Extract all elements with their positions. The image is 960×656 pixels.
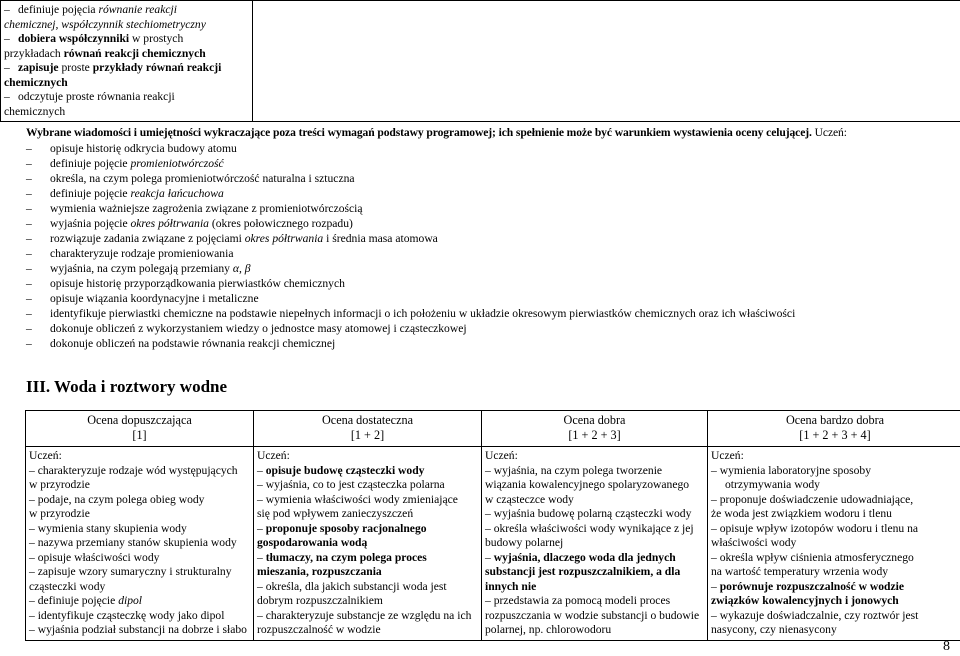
list-item: cząsteczki wody: [29, 579, 106, 593]
cell-dopuszczajaca: [26, 447, 254, 641]
list-item: substancji jest rozpuszczalnikiem, a dla: [485, 565, 681, 578]
list-item: rozpuszczania w wodzie substancji o budowie: [485, 608, 700, 622]
top-right-cell: [253, 1, 960, 122]
requirement-item: – wymienia ważniejsze zagrożenia związane z promieniotwórczością: [26, 202, 363, 215]
list-item: – porównuje rozpuszczalność w wodzie: [711, 579, 905, 593]
header-dobra: Ocena dobra [1 + 2 + 3]: [482, 411, 708, 447]
list-item: – wymienia stany skupienia wody: [29, 521, 187, 535]
requirement-item: – opisuje historię przyporządkowania pierwiastków chemicznych: [26, 277, 345, 290]
list-item: – identyfikuje cząsteczkę wody jako dipol: [29, 608, 225, 622]
requirement-item: – określa, na czym polega promieniotwórczość naturalna i sztuczna: [26, 172, 355, 185]
list-item: budowy polarnej: [485, 536, 564, 549]
cell-intro: Uczeń:: [711, 449, 744, 462]
list-item: – proponuje sposoby racjonalnego: [257, 521, 427, 535]
list-item: się pod wpływem zanieczyszczeń: [257, 507, 414, 520]
list-item: gospodarowania wodą: [257, 536, 368, 549]
requirement-item: – definiuje pojęcie promieniotwórczość: [26, 157, 224, 170]
list-item: – definiuje pojęcia równanie reakcji: [4, 3, 177, 16]
list-item: – definiuje pojęcie dipol: [29, 594, 143, 607]
list-item: – opisuje właściwości wody: [29, 550, 160, 564]
list-item: – przedstawia za pomocą modeli proces: [485, 594, 671, 607]
list-item: nasycony, czy nienasycony: [711, 623, 837, 636]
requirement-item: – dokonuje obliczeń na podstawie równania reakcji chemicznej: [26, 337, 336, 350]
list-item: – zapisuje proste przykłady równań reakcji: [4, 61, 222, 74]
list-item: – charakteryzuje substancje ze względu na ich: [257, 608, 472, 622]
list-item: wiązania kowalencyjnego spolaryzowanego: [485, 478, 690, 491]
list-item: – wyjaśnia, co to jest cząsteczka polarna: [257, 478, 445, 491]
list-item: chemicznych: [4, 75, 68, 89]
list-item: otrzymywania wody: [725, 478, 820, 491]
list-item: polarnej, np. chlorowodoru: [485, 623, 612, 636]
list-item: – dobiera współczynniki w prostych: [4, 32, 184, 45]
requirement-item: – wyjaśnia pojęcie okres półtrwania (okres połowicznego rozpadu): [26, 217, 353, 230]
list-item: innych nie: [485, 579, 537, 593]
cell-intro: Uczeń:: [257, 449, 290, 462]
list-item: że woda jest związkiem wodoru i tlenu: [711, 507, 892, 520]
list-item: w przyrodzie: [29, 478, 90, 491]
requirement-item: – definiuje pojęcie reakcja łańcuchowa: [26, 187, 224, 200]
requirement-item: – wyjaśnia, na czym polegają przemiany α, β: [26, 262, 251, 275]
list-item: – wymienia właściwości wody zmieniające: [257, 492, 458, 506]
list-item: przykładach równań reakcji chemicznych: [4, 46, 206, 60]
list-item: – opisuje wpływ izotopów wodoru i tlenu na: [711, 521, 919, 535]
header-dostateczna: Ocena dostateczna [1 + 2]: [254, 411, 482, 447]
list-item: – wyjaśnia, na czym polega tworzenie: [485, 463, 663, 477]
list-item: – wymienia laboratoryjne sposoby: [711, 463, 872, 477]
requirements-list: [26, 142, 795, 352]
list-item: – określa właściwości wody wynikające z jej: [485, 521, 694, 535]
requirement-item: – opisuje historię odkrycia budowy atomu: [26, 142, 237, 155]
list-item: chemicznej, współczynnik stechiometryczny: [4, 17, 206, 31]
list-item: – wyjaśnia podział substancji na dobrze i słabo: [29, 623, 247, 636]
list-item: – tłumaczy, na czym polega proces: [257, 550, 427, 564]
list-item: w cząsteczce wody: [485, 492, 574, 506]
list-item: – proponuje doświadczenie udowadniające,: [711, 492, 914, 506]
header-bardzo-dobra: Ocena bardzo dobra [1 + 2 + 3 + 4]: [708, 411, 960, 447]
list-item: – wyjaśnia, dlaczego woda dla jednych: [485, 550, 676, 564]
list-item: – wykazuje doświadczalnie, czy roztwór jest: [711, 608, 919, 622]
list-item: – zapisuje wzory sumaryczny i strukturalny: [29, 565, 232, 578]
cell-dostateczna: [254, 447, 482, 641]
list-item: rozpuszczalność w wodzie: [257, 623, 381, 636]
cell-bardzo-dobra: [708, 447, 960, 641]
cell-intro: Uczeń:: [485, 449, 518, 462]
top-left-cell: [1, 1, 253, 122]
list-item: – charakteryzuje rodzaje wód występujących: [29, 463, 238, 477]
list-item: na wartość temperatury wrzenia wody: [711, 565, 889, 578]
list-item: związków kowalencyjnych i jonowych: [711, 594, 899, 607]
list-item: chemicznych: [4, 104, 66, 118]
list-item: – określa, dla jakich substancji woda jest: [257, 579, 447, 593]
list-item: – podaje, na czym polega obieg wody: [29, 492, 205, 506]
requirement-item: – rozwiązuje zadania związane z pojęciami okres półtrwania i średnia masa atomowa: [26, 232, 438, 245]
requirement-item: – charakteryzuje rodzaje promieniowania: [26, 247, 234, 260]
requirement-item: – dokonuje obliczeń z wykorzystaniem wiedzy o jednostce masy atomowej i cząsteczkowej: [26, 322, 467, 335]
list-item: w przyrodzie: [29, 507, 90, 520]
list-item: – wyjaśnia budowę polarną cząsteczki wody: [485, 507, 692, 520]
requirements-heading: Wybrane wiadomości i umiejętności wykraczające poza treści wymagań podstawy programowej; ich spełnienie może być warunkiem wystawienia oceny celującej. Uczeń:: [26, 126, 847, 139]
cell-intro: Uczeń:: [29, 449, 62, 462]
list-item: – odczytuje proste równania reakcji: [4, 90, 175, 103]
cell-dobra: [482, 447, 708, 641]
grade-table: [25, 410, 960, 641]
list-item: – określa wpływ ciśnienia atmosferycznego: [711, 550, 914, 564]
top-table: [0, 0, 960, 122]
page-number: 8: [943, 639, 950, 654]
header-dopuszczajaca: Ocena dopuszczająca [1]: [26, 411, 254, 447]
requirement-item: – opisuje wiązania koordynacyjne i metaliczne: [26, 292, 259, 305]
list-item: dobrym rozpuszczalnikiem: [257, 594, 383, 607]
list-item: właściwości wody: [711, 536, 797, 549]
requirement-item: – identyfikuje pierwiastki chemiczne na podstawie niepełnych informacji o ich położeniu w układzie okresowym pierwiastków chemicznych oraz ich właściwości: [26, 307, 796, 320]
section-title: III. Woda i roztwory wodne: [26, 377, 228, 396]
list-item: – opisuje budowę cząsteczki wody: [257, 463, 425, 477]
list-item: mieszania, rozpuszczania: [257, 565, 382, 578]
list-item: – nazywa przemiany stanów skupienia wody: [29, 536, 237, 549]
